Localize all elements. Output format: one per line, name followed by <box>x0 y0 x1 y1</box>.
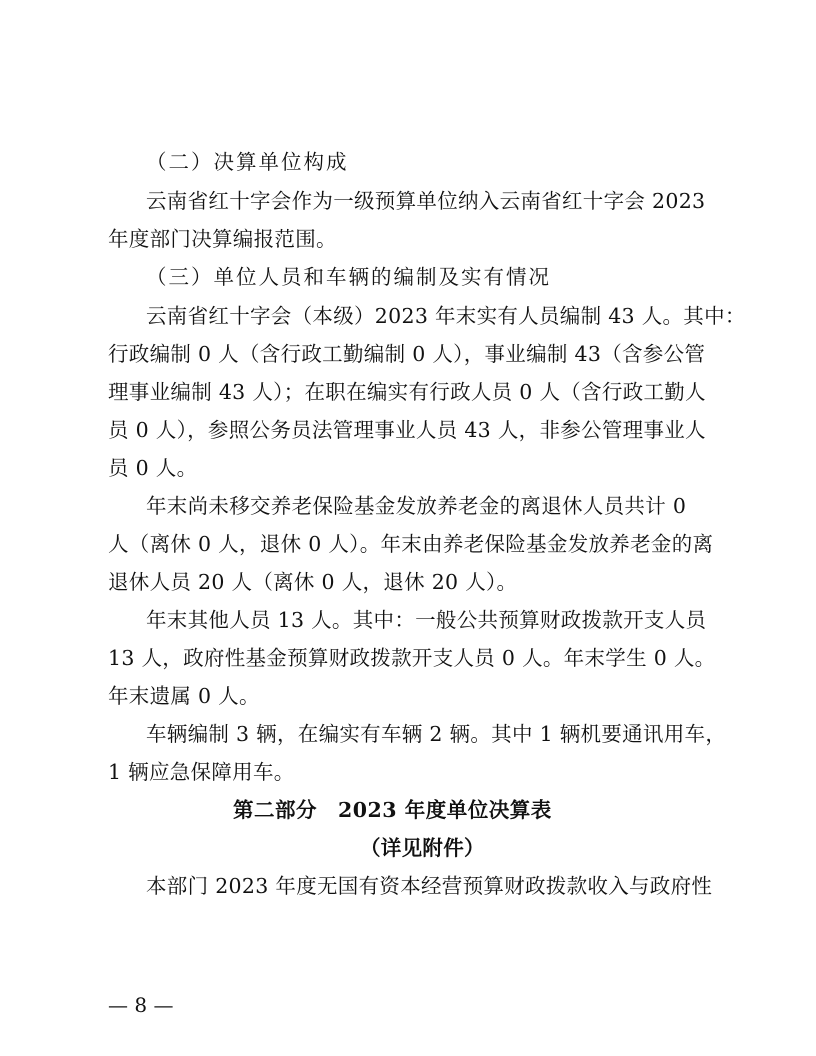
paragraph-line: 退休人员 20 人（离休 0 人，退休 20 人）。 <box>108 570 518 594</box>
paragraph-line: 员 0 人），参照公务员法管理事业人员 43 人，非参公管理事业人 <box>108 418 706 442</box>
section-heading: （二）决算单位构成 <box>146 150 349 174</box>
paragraph-line: 云南省红十字会（本级）2023 年末实有人员编制 43 人。其中： <box>146 304 746 328</box>
paragraph-line: 理事业编制 43 人）；在职在编实有行政人员 0 人（含行政工勤人 <box>108 380 706 404</box>
paragraph-line: 员 0 人。 <box>108 456 198 480</box>
part-title: 第二部分 2023 年度单位决算表 <box>233 798 552 822</box>
paragraph-line: 年末遗属 0 人。 <box>108 684 260 708</box>
section-heading: （三）单位人员和车辆的编制及实有情况 <box>146 265 551 289</box>
paragraph-line: 人（离休 0 人，退休 0 人）。年末由养老保险基金发放养老金的离 <box>108 532 714 556</box>
paragraph-line: 云南省红十字会作为一级预算单位纳入云南省红十字会 2023 <box>146 189 706 213</box>
page-number: — 8 — <box>108 993 174 1017</box>
part-subtitle: （详见附件） <box>360 836 485 860</box>
paragraph-line: 年末其他人员 13 人。其中：一般公共预算财政拨款开支人员 <box>146 608 707 632</box>
paragraph-line: 年末尚未移交养老保险基金发放养老金的离退休人员共计 0 <box>146 494 687 518</box>
paragraph-line: 13 人，政府性基金预算财政拨款开支人员 0 人。年末学生 0 人。 <box>108 646 716 670</box>
paragraph-line: 本部门 2023 年度无国有资本经营预算财政拨款收入与政府性 <box>146 874 713 898</box>
paragraph-line: 年度部门决算编报范围。 <box>108 227 337 251</box>
paragraph-line: 车辆编制 3 辆，在编实有车辆 2 辆。其中 1 辆机要通讯用车， <box>146 722 727 746</box>
paragraph-line: 行政编制 0 人（含行政工勤编制 0 人），事业编制 43（含参公管 <box>108 342 706 366</box>
paragraph-line: 1 辆应急保障用车。 <box>108 760 295 784</box>
